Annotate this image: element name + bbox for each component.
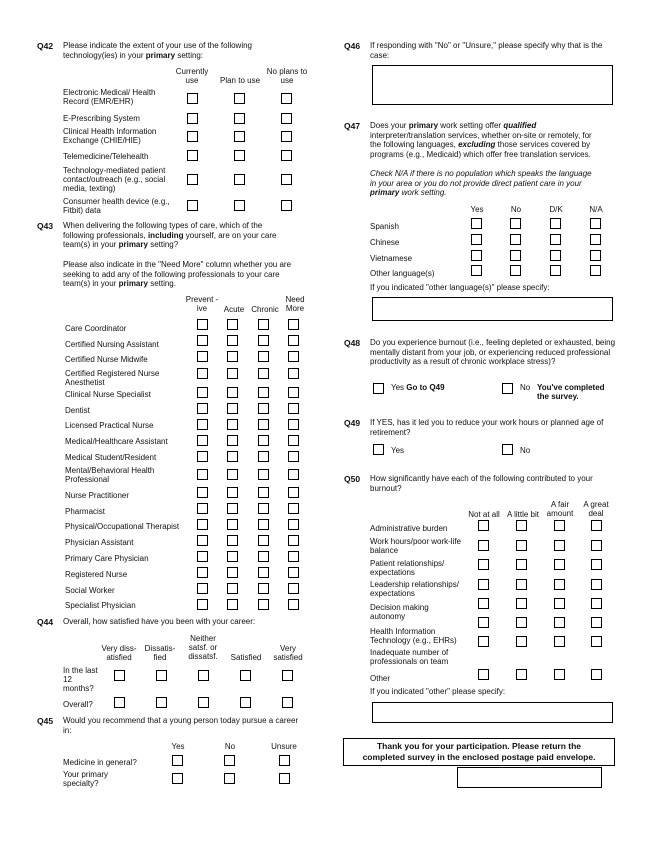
q50-checkbox[interactable]: [516, 540, 527, 551]
q50-checkbox[interactable]: [478, 559, 489, 570]
q43-checkbox[interactable]: [197, 519, 208, 530]
q43-checkbox[interactable]: [288, 503, 299, 514]
q43-col-chronic: Chronic: [251, 305, 279, 314]
q45-checkbox[interactable]: [172, 773, 183, 784]
q43-row-label: Certified Nurse Midwife: [65, 355, 148, 364]
q50-checkbox[interactable]: [516, 579, 527, 590]
thank-you-line1: Thank you for your participation. Please return the: [376, 741, 582, 751]
q50-checkbox[interactable]: [554, 520, 565, 531]
q43-checkbox[interactable]: [258, 335, 269, 346]
q47-checkbox[interactable]: [590, 234, 601, 245]
q49-number: Q49: [344, 418, 361, 428]
q43-row-label: Certified Nursing Assistant: [65, 340, 159, 349]
q43-checkbox[interactable]: [288, 469, 299, 480]
q43-checkbox[interactable]: [258, 451, 269, 462]
q47-row-label: Vietnamese: [370, 254, 413, 263]
q42-checkbox[interactable]: [187, 113, 198, 124]
q47-checkbox[interactable]: [510, 250, 521, 261]
q47-checkbox[interactable]: [550, 234, 561, 245]
q45-checkbox[interactable]: [172, 755, 183, 766]
q42-row-label: Clinical Health Information Exchange (CHIE/HIE): [63, 127, 157, 145]
q43-row-label: Care Coordinator: [65, 324, 127, 333]
q42-question: Please indicate the extent of your use of the following technology(ies) in your primary setting:: [63, 41, 253, 60]
q42-row-label: E-Prescribing System: [63, 114, 140, 123]
q43-row-label: Dentist: [65, 406, 90, 415]
q43-row-label: Registered Nurse: [65, 570, 128, 579]
q50-checkbox[interactable]: [591, 598, 602, 609]
q50-checkbox[interactable]: [591, 669, 602, 680]
q42-row-label: Technology-mediated patient contact/outreach (e.g., social media, texting): [63, 166, 166, 193]
q45-col-no: No: [224, 742, 236, 751]
q43-checkbox[interactable]: [288, 351, 299, 362]
q45-question: Would you recommend that a young person today pursue a career in:: [63, 716, 299, 735]
q43-checkbox[interactable]: [227, 319, 238, 330]
q44-col: Very satisfied: [273, 644, 303, 662]
q50-checkbox[interactable]: [554, 540, 565, 551]
q47-checkbox[interactable]: [471, 265, 482, 276]
q43-checkbox[interactable]: [227, 351, 238, 362]
q43-checkbox[interactable]: [288, 535, 299, 546]
q50-number: Q50: [344, 474, 361, 484]
q43-checkbox[interactable]: [258, 469, 269, 480]
q50-row-label: Patient relationships/ expectations: [370, 559, 445, 577]
q43-checkbox[interactable]: [197, 551, 208, 562]
q50-checkbox[interactable]: [516, 636, 527, 647]
q50-checkbox[interactable]: [516, 520, 527, 531]
q43-checkbox[interactable]: [288, 599, 299, 610]
q43-checkbox[interactable]: [258, 487, 269, 498]
q50-checkbox[interactable]: [554, 598, 565, 609]
q47-number: Q47: [344, 121, 361, 131]
q50-checkbox[interactable]: [478, 520, 489, 531]
thank-you-line2: completed survey in the enclosed postage paid envelope.: [362, 752, 596, 762]
q42-checkbox[interactable]: [234, 174, 245, 185]
q44-col: Very diss- atisfied: [101, 644, 137, 662]
q50-checkbox[interactable]: [554, 559, 565, 570]
q47-checkbox[interactable]: [471, 250, 482, 261]
q45-number: Q45: [37, 716, 54, 726]
q44-checkbox[interactable]: [198, 670, 209, 681]
q47-checkbox[interactable]: [510, 218, 521, 229]
q43-checkbox[interactable]: [227, 469, 238, 480]
q42-row-label: Electronic Medical/ Health Record (EMR/EHR): [63, 88, 156, 106]
q43-checkbox[interactable]: [258, 535, 269, 546]
q43-row-label: Pharmacist: [65, 507, 106, 516]
q45-checkbox[interactable]: [279, 755, 290, 766]
q43-checkbox[interactable]: [288, 551, 299, 562]
q43-checkbox[interactable]: [197, 599, 208, 610]
q43-checkbox[interactable]: [197, 419, 208, 430]
q47-col-no: No: [510, 205, 522, 214]
q43-checkbox[interactable]: [258, 551, 269, 562]
q43-checkbox[interactable]: [227, 435, 238, 446]
q43-checkbox[interactable]: [227, 535, 238, 546]
q50-row-label: Inadequate number of professionals on team: [370, 648, 449, 666]
q43-checkbox[interactable]: [197, 435, 208, 446]
q49-yes-checkbox[interactable]: [373, 444, 384, 455]
q48-no-checkbox[interactable]: [502, 383, 513, 394]
q43-checkbox[interactable]: [288, 567, 299, 578]
q46-text-field[interactable]: [372, 65, 613, 105]
q43-checkbox[interactable]: [258, 319, 269, 330]
q43-checkbox[interactable]: [288, 403, 299, 414]
q45-checkbox[interactable]: [279, 773, 290, 784]
q43-row-label: Mental/Behavioral Health Professional: [65, 466, 155, 484]
q45-checkbox[interactable]: [224, 773, 235, 784]
q43-checkbox[interactable]: [288, 419, 299, 430]
q43-checkbox[interactable]: [227, 599, 238, 610]
q42-checkbox[interactable]: [281, 200, 292, 211]
q44-checkbox[interactable]: [198, 697, 209, 708]
q47-col-dk: D/K: [549, 205, 563, 214]
q43-instructions: Please also indicate in the "Need More" column whether you are seeking to add any of the following professionals to your care team(s) in your primary setting.: [63, 260, 292, 288]
q43-checkbox[interactable]: [227, 551, 238, 562]
q44-col: Satisfied: [230, 653, 262, 662]
q43-checkbox[interactable]: [258, 599, 269, 610]
q50-checkbox[interactable]: [591, 579, 602, 590]
q47-checkbox[interactable]: [590, 218, 601, 229]
q43-checkbox[interactable]: [258, 351, 269, 362]
q42-checkbox[interactable]: [281, 174, 292, 185]
q50-row-label: Leadership relationships/ expectations: [370, 580, 459, 598]
q44-question: Overall, how satisfied have you been with your career:: [63, 617, 256, 626]
q42-checkbox[interactable]: [281, 150, 292, 161]
q43-checkbox[interactable]: [258, 435, 269, 446]
q43-row-label: Physician Assistant: [65, 538, 134, 547]
q46-question: If responding with "No" or "Unsure," please specify why that is the case:: [370, 41, 603, 60]
q44-number: Q44: [37, 617, 54, 627]
q43-checkbox[interactable]: [197, 567, 208, 578]
q44-checkbox[interactable]: [156, 697, 167, 708]
q43-col-acute: Acute: [223, 305, 245, 314]
q42-col-plan-to-use: Plan to use: [219, 76, 261, 85]
q43-checkbox[interactable]: [197, 583, 208, 594]
q45-row-label: Medicine in general?: [63, 758, 137, 767]
q43-row-label: Clinical Nurse Specialist: [65, 390, 151, 399]
q47-col-na: N/A: [589, 205, 603, 214]
q49-yes-label: Yes: [391, 446, 405, 455]
q47-checkbox[interactable]: [590, 250, 601, 261]
q43-checkbox[interactable]: [288, 387, 299, 398]
q50-checkbox[interactable]: [554, 579, 565, 590]
q43-checkbox[interactable]: [197, 387, 208, 398]
q50-specify-label: If you indicated "other" please specify:: [370, 687, 506, 696]
q50-checkbox[interactable]: [516, 669, 527, 680]
q45-col-unsure: Unsure: [271, 742, 297, 751]
q50-row-label: Other: [370, 674, 391, 683]
q43-checkbox[interactable]: [258, 387, 269, 398]
q42-checkbox[interactable]: [281, 131, 292, 142]
q50-checkbox[interactable]: [478, 540, 489, 551]
q48-no-label: No: [520, 383, 531, 392]
q44-row-label: Overall?: [63, 700, 93, 709]
q43-checkbox[interactable]: [288, 335, 299, 346]
q50-checkbox[interactable]: [478, 669, 489, 680]
q43-checkbox[interactable]: [197, 451, 208, 462]
q50-row-label: Administrative burden: [370, 524, 448, 533]
q47-specify-field[interactable]: [372, 297, 613, 321]
q44-col: Dissatis- fied: [144, 644, 176, 662]
q43-checkbox[interactable]: [197, 469, 208, 480]
q43-checkbox[interactable]: [227, 451, 238, 462]
q43-checkbox[interactable]: [227, 567, 238, 578]
q50-col: A little bit: [506, 510, 539, 519]
q43-row-label: Certified Registered Nurse Anesthetist: [65, 369, 160, 387]
q42-checkbox[interactable]: [187, 150, 198, 161]
q50-col: A fair amount: [546, 500, 574, 518]
q43-row-label: Physical/Occupational Therapist: [65, 522, 180, 531]
q42-checkbox[interactable]: [234, 93, 245, 104]
q47-checkbox[interactable]: [510, 265, 521, 276]
q43-checkbox[interactable]: [197, 319, 208, 330]
q43-row-label: Nurse Practitioner: [65, 491, 130, 500]
q47-question: Does your primary work setting offer qualified interpreter/translation services, whether on-site or remotely, for the following languages, excluding those services covered by programs (e.g., Medicaid) which offer free translation services.: [370, 121, 592, 159]
q43-checkbox[interactable]: [258, 403, 269, 414]
q44-checkbox[interactable]: [282, 670, 293, 681]
q42-col-currently-use: Currently use: [175, 67, 209, 85]
q50-question: How significantly have each of the following contributed to your burnout?: [370, 474, 593, 493]
q43-checkbox[interactable]: [288, 368, 299, 379]
q48-number: Q48: [344, 338, 361, 348]
q50-checkbox[interactable]: [478, 617, 489, 628]
q43-checkbox[interactable]: [288, 319, 299, 330]
q44-checkbox[interactable]: [114, 670, 125, 681]
q50-checkbox[interactable]: [516, 559, 527, 570]
q43-checkbox[interactable]: [197, 487, 208, 498]
q47-checkbox[interactable]: [590, 265, 601, 276]
q42-row-label: Consumer health device (e.g., Fitbit) data: [63, 197, 170, 215]
q43-row-label: Medical/Healthcare Assistant: [65, 437, 168, 446]
q43-checkbox[interactable]: [227, 368, 238, 379]
q46-number: Q46: [344, 41, 361, 51]
q43-row-label: Licensed Practical Nurse: [65, 421, 154, 430]
q45-col-yes: Yes: [171, 742, 185, 751]
q42-checkbox[interactable]: [234, 200, 245, 211]
q47-checkbox[interactable]: [550, 250, 561, 261]
q43-checkbox[interactable]: [288, 519, 299, 530]
q48-yes-checkbox[interactable]: [373, 383, 384, 394]
q43-checkbox[interactable]: [288, 451, 299, 462]
q43-checkbox[interactable]: [258, 583, 269, 594]
q49-question: If YES, has it led you to reduce your work hours or planned age of retirement?: [370, 418, 604, 437]
q43-checkbox[interactable]: [197, 503, 208, 514]
q44-row-label: In the last 12 months?: [63, 666, 98, 693]
q43-checkbox[interactable]: [197, 335, 208, 346]
q43-number: Q43: [37, 221, 54, 231]
q50-checkbox[interactable]: [591, 617, 602, 628]
q47-checkbox[interactable]: [510, 234, 521, 245]
q47-note: Check N/A if there is no population which speaks the language in your area or you do not provide direct patient care in your primary work setting.: [370, 169, 592, 197]
q50-checkbox[interactable]: [516, 598, 527, 609]
q44-checkbox[interactable]: [240, 697, 251, 708]
q47-checkbox[interactable]: [550, 218, 561, 229]
q43-col-preventive: Prevent -ive: [185, 295, 219, 313]
q43-row-label: Primary Care Physician: [65, 554, 149, 563]
q43-checkbox[interactable]: [288, 435, 299, 446]
q44-checkbox[interactable]: [240, 670, 251, 681]
q42-checkbox[interactable]: [234, 150, 245, 161]
q47-row-label: Other language(s): [370, 269, 435, 278]
q43-checkbox[interactable]: [197, 535, 208, 546]
q43-checkbox[interactable]: [258, 503, 269, 514]
q43-checkbox[interactable]: [227, 519, 238, 530]
q50-col: A great deal: [583, 500, 609, 518]
q42-col-no-plans: No plans to use: [266, 67, 308, 85]
q43-row-label: Social Worker: [65, 586, 115, 595]
q47-col-yes: Yes: [470, 205, 484, 214]
q42-checkbox[interactable]: [187, 174, 198, 185]
q43-checkbox[interactable]: [197, 351, 208, 362]
q47-specify-label: If you indicated "other language(s)" please specify:: [370, 283, 550, 292]
q43-checkbox[interactable]: [258, 519, 269, 530]
q43-checkbox[interactable]: [227, 419, 238, 430]
q42-checkbox[interactable]: [187, 131, 198, 142]
q43-checkbox[interactable]: [258, 368, 269, 379]
q50-checkbox[interactable]: [554, 669, 565, 680]
q48-no-note: You've completed the survey.: [537, 383, 605, 401]
q45-row-label: Your primary specialty?: [63, 770, 109, 788]
q44-checkbox[interactable]: [282, 697, 293, 708]
q42-checkbox[interactable]: [281, 113, 292, 124]
q42-row-label: Telemedicine/Telehealth: [63, 152, 149, 161]
q43-checkbox[interactable]: [197, 368, 208, 379]
q43-checkbox[interactable]: [197, 403, 208, 414]
q45-checkbox[interactable]: [224, 755, 235, 766]
q43-question: When delivering the following types of care, which of the following professionals, including yourself, are on your care team(s) in your primary setting?: [63, 221, 277, 249]
q42-checkbox[interactable]: [187, 200, 198, 211]
q49-no-label: No: [520, 446, 531, 455]
q50-row-label: Health Information Technology (e.g., EHRs): [370, 627, 457, 645]
q50-specify-field[interactable]: [372, 702, 613, 723]
q47-checkbox[interactable]: [471, 218, 482, 229]
thank-you-box: [343, 738, 615, 766]
q42-checkbox[interactable]: [187, 93, 198, 104]
q50-checkbox[interactable]: [591, 520, 602, 531]
q42-checkbox[interactable]: [281, 93, 292, 104]
q50-row-label: Work hours/poor work-life balance: [370, 537, 461, 555]
q50-checkbox[interactable]: [478, 636, 489, 647]
q49-no-checkbox[interactable]: [502, 444, 513, 455]
q47-row-label: Chinese: [370, 238, 400, 247]
q50-col: Not at all: [468, 510, 500, 519]
q50-checkbox[interactable]: [478, 598, 489, 609]
q43-col-need-more: Need More: [285, 295, 305, 313]
id-field[interactable]: [457, 767, 602, 788]
q48-question: Do you experience burnout (i.e., feeling depleted or exhausted, being mentally distant from your job, or experiencing reduced professional productivity as a result of chronic workplace stress)?: [370, 338, 616, 366]
q50-checkbox[interactable]: [478, 579, 489, 590]
q42-checkbox[interactable]: [234, 113, 245, 124]
q43-checkbox[interactable]: [288, 487, 299, 498]
q43-checkbox[interactable]: [258, 567, 269, 578]
q50-checkbox[interactable]: [591, 540, 602, 551]
q43-checkbox[interactable]: [227, 583, 238, 594]
q48-yes-label: Yes Go to Q49: [391, 383, 445, 392]
q50-row-label: Decision making autonomy: [370, 603, 429, 621]
q43-row-label: Medical Student/Resident: [65, 453, 157, 462]
q50-checkbox[interactable]: [554, 636, 565, 647]
q43-checkbox[interactable]: [227, 503, 238, 514]
q44-col: Neither satsf. or dissatsf.: [188, 634, 218, 661]
q47-checkbox[interactable]: [550, 265, 561, 276]
q50-checkbox[interactable]: [591, 559, 602, 570]
q50-checkbox[interactable]: [554, 617, 565, 628]
q50-checkbox[interactable]: [591, 636, 602, 647]
q47-checkbox[interactable]: [471, 234, 482, 245]
q43-checkbox[interactable]: [258, 419, 269, 430]
q47-row-label: Spanish: [370, 222, 399, 231]
q50-checkbox[interactable]: [516, 617, 527, 628]
q43-row-label: Specialist Physician: [65, 601, 136, 610]
q43-checkbox[interactable]: [227, 403, 238, 414]
q44-checkbox[interactable]: [114, 697, 125, 708]
q44-checkbox[interactable]: [156, 670, 167, 681]
q43-checkbox[interactable]: [288, 583, 299, 594]
q43-checkbox[interactable]: [227, 335, 238, 346]
q42-checkbox[interactable]: [234, 131, 245, 142]
q43-checkbox[interactable]: [227, 387, 238, 398]
q42-number: Q42: [37, 41, 54, 51]
q43-checkbox[interactable]: [227, 487, 238, 498]
